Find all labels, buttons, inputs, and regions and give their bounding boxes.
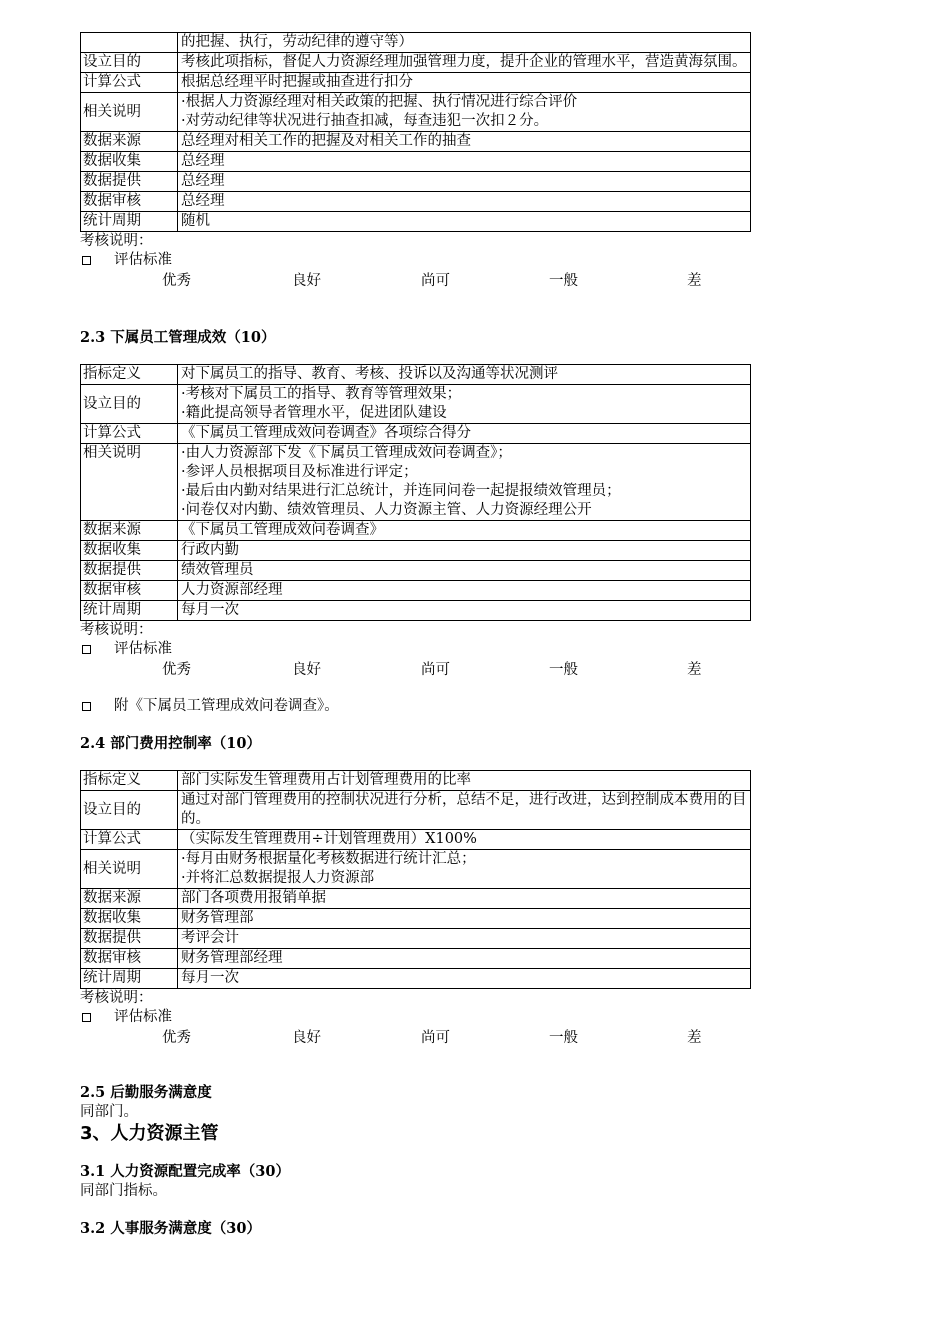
rating-average: 一般 <box>549 662 578 678</box>
table-row: 相关说明 ·根据人力资源经理对相关政策的把握、执行情况进行综合评价 ·对劳动纪律等状况进行抽查扣减，每查违犯一次扣２分。 <box>81 93 751 132</box>
table-row: 数据收集 财务管理部 <box>81 909 751 929</box>
attachment-note: 附《下属员工管理成效问卷调查》。 <box>80 697 760 716</box>
section-text: 同部门指标。 <box>80 1183 167 1199</box>
rating-excellent: 优秀 <box>162 662 191 678</box>
checkbox-icon <box>82 645 91 654</box>
section-text: 同部门。 <box>80 1104 138 1120</box>
rating-scale <box>80 659 760 681</box>
assess-note: 考核说明： <box>80 990 153 1006</box>
table-row: 设立目的 通过对部门管理费用的控制状况进行分析，总结不足，进行改进，达到控制成本费用的目的。 <box>81 791 751 830</box>
table-row: 数据来源 总经理对相关工作的把握及对相关工作的抽查 <box>81 132 751 152</box>
table-row: 数据审核 人力资源部经理 <box>81 581 751 601</box>
table-row: 相关说明 ·由人力资源部下发《下属员工管理成效问卷调查》； ·参评人员根据项目及标准进行评定； ·最后由内勤对结果进行汇总统计，并连同问卷一起提报绩效管理员； ·问卷仅对内勤、绩效管理员、人力资源主管、人力资源经理公开 <box>81 444 751 521</box>
eval-standard: 评估标准 <box>80 640 760 659</box>
table-row: 统计周期 每月一次 <box>81 969 751 989</box>
table-row: 指标定义 对下属员工的指导、教育、考核、投诉以及沟通等状况测评 <box>81 365 751 385</box>
table-row: 设立目的 考核此项指标，督促人力资源经理加强管理力度，提升企业的管理水平，营造黄海氛围。 <box>81 53 751 73</box>
table-row: 统计周期 每月一次 <box>81 601 751 621</box>
table-row: 数据提供 考评会计 <box>81 929 751 949</box>
table-row: 数据审核 总经理 <box>81 192 751 212</box>
document-page <box>80 32 760 1239</box>
table-row: 计算公式 （实际发生管理费用÷计划管理费用）X100% <box>81 830 751 850</box>
table-row: 数据提供 绩效管理员 <box>81 561 751 581</box>
section-heading-3-2: 3.2 人事服务满意度（30） <box>80 1220 261 1237</box>
checkbox-icon <box>82 1013 91 1022</box>
rating-scale <box>80 270 760 292</box>
rating-good: 良好 <box>292 1030 321 1046</box>
assess-note: 考核说明： <box>80 233 153 249</box>
rating-average: 一般 <box>549 273 578 289</box>
eval-standard: 评估标准 <box>80 251 760 270</box>
table-row: 数据收集 行政内勤 <box>81 541 751 561</box>
table-row: 设立目的 ·考核对下属员工的指导、教育等管理效果； ·籍此提高领导者管理水平，促进团队建设 <box>81 385 751 424</box>
table-row: 数据来源 部门各项费用报销单据 <box>81 889 751 909</box>
kpi-table-2-2 <box>80 32 751 232</box>
rating-excellent: 优秀 <box>162 1030 191 1046</box>
rating-poor: 差 <box>687 273 702 289</box>
assess-note: 考核说明： <box>80 622 153 638</box>
rating-fair: 尚可 <box>421 662 450 678</box>
table-row: 的把握、执行，劳动纪律的遵守等） <box>81 33 751 53</box>
rating-average: 一般 <box>549 1030 578 1046</box>
section-heading-3: 3、人力资源主管 <box>80 1123 219 1144</box>
checkbox-icon <box>82 702 91 711</box>
table-row: 统计周期 随机 <box>81 212 751 232</box>
kpi-table-2-4 <box>80 770 751 989</box>
section-heading-2-5: 2.5 后勤服务满意度 <box>80 1084 212 1101</box>
table-row: 数据收集 总经理 <box>81 152 751 172</box>
checkbox-icon <box>82 256 91 265</box>
rating-fair: 尚可 <box>421 273 450 289</box>
rating-poor: 差 <box>687 662 702 678</box>
section-heading-3-1: 3.1 人力资源配置完成率（30） <box>80 1163 290 1180</box>
eval-standard: 评估标准 <box>80 1008 760 1027</box>
rating-scale <box>80 1027 760 1049</box>
section-heading-2-4: 2.4 部门费用控制率（10） <box>80 735 261 752</box>
table-row: 计算公式 《下属员工管理成效问卷调查》各项综合得分 <box>81 424 751 444</box>
table-row: 计算公式 根据总经理平时把握或抽查进行扣分 <box>81 73 751 93</box>
table-row: 相关说明 ·每月由财务根据量化考核数据进行统计汇总； ·并将汇总数据提报人力资源部 <box>81 850 751 889</box>
table-row: 数据审核 财务管理部经理 <box>81 949 751 969</box>
section-heading-2-3: 2.3 下属员工管理成效（10） <box>80 329 276 346</box>
table-row: 指标定义 部门实际发生管理费用占计划管理费用的比率 <box>81 771 751 791</box>
rating-good: 良好 <box>292 662 321 678</box>
rating-good: 良好 <box>292 273 321 289</box>
rating-poor: 差 <box>687 1030 702 1046</box>
kpi-table-2-3 <box>80 364 751 621</box>
table-row: 数据提供 总经理 <box>81 172 751 192</box>
table-row: 数据来源 《下属员工管理成效问卷调查》 <box>81 521 751 541</box>
rating-fair: 尚可 <box>421 1030 450 1046</box>
rating-excellent: 优秀 <box>162 273 191 289</box>
